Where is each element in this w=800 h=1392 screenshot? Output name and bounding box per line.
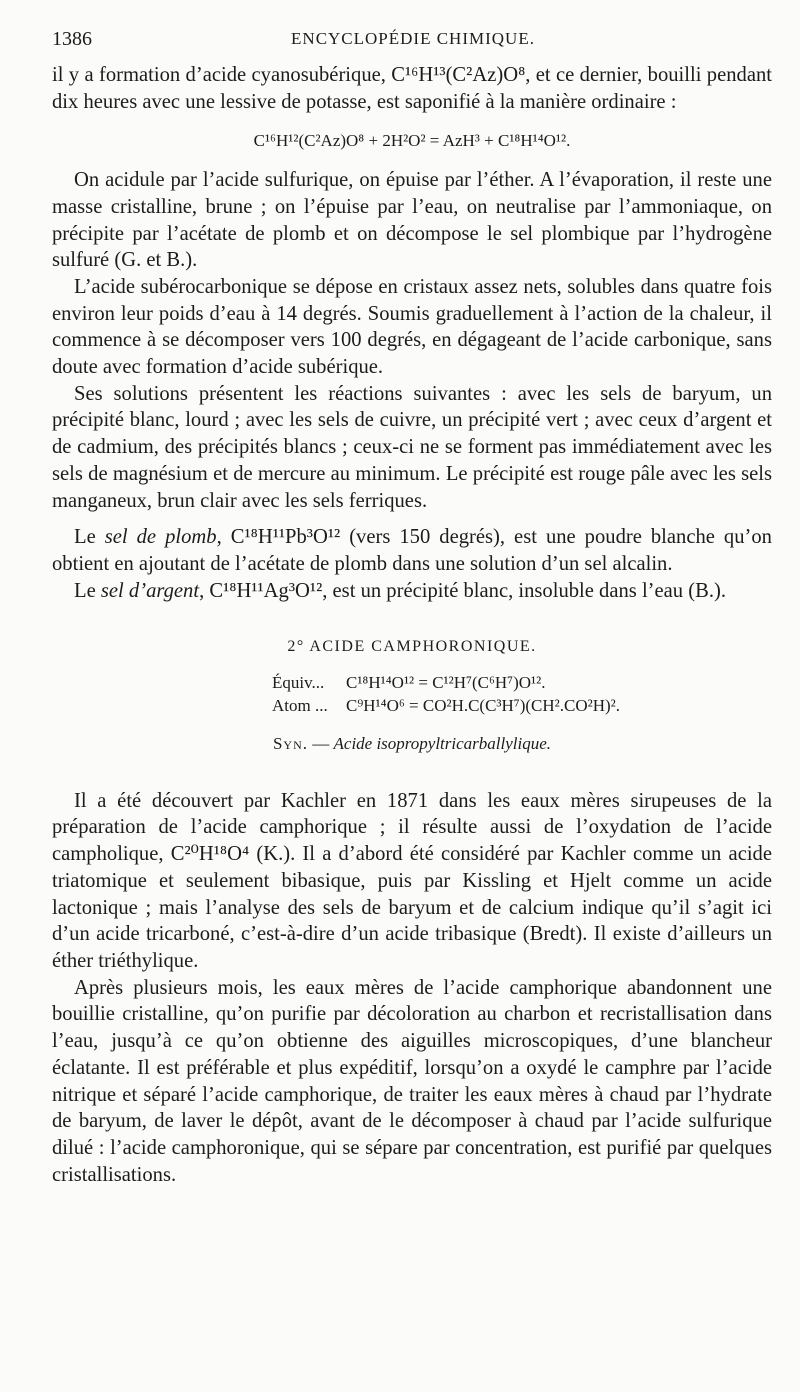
running-head: ENCYCLOPÉDIE CHIMIQUE. (291, 29, 535, 48)
synonym-name: Acide isopropyltricarballylique. (333, 734, 552, 754)
page-header (52, 28, 774, 54)
paragraph-preparation: On acidule par l’acide sulfurique, on épuise par l’éther. A l’évaporation, il reste une masse cristalline, brune ; on l’épuise par l’eau, on neutralise par l’ammoniaque, on précipite par l’acétate de plomb et on décompose le sel plombique par l’hydrogène sulfuré (G. et B.). (52, 169, 772, 272)
paragraph-discovery: Il a été découvert par Kachler en 1871 dans les eaux mères sirupeuses de la préparation de l’acide camphorique ; il résulte aussi de l’oxydation de l’acide campholique, C²⁰H¹⁸O⁴ (K.). Il a d’abord été considéré par Kachler comme un acide triatomique et seulement bibasique, puis par Kissling et Hjelt comme un acide lactonique ; mais l’analyse des sels de baryum et de calcium indique qu’il s’agit ici d’un acide tricarboné, c’est-à-dire d’un acide tribasique (Bredt). Il existe d’ailleurs un éther triéthylique. (52, 789, 772, 972)
paragraph-silver-salt: Le sel d’argent, C¹⁸H¹¹Ag³O¹², est un précipité blanc, insoluble dans l’eau (B.). (74, 579, 726, 602)
saponification-equation: C¹⁶H¹²(C²Az)O⁸ + 2H²O² = AzH³ + C¹⁸H¹⁴O¹². (253, 131, 571, 151)
silver-salt-term: sel d’argent (100, 579, 200, 602)
synonym-line: Syn. — Acide isopropyltricarballylique. (272, 734, 552, 754)
atom-formula-row: Atom ... C⁹H¹⁴O⁶ = CO²H.C(C³H⁷)(CH².CO²H)². (272, 696, 621, 716)
page-body (52, 62, 772, 1188)
paragraph-preparation-camphoronic: Après plusieurs mois, les eaux mères de l’acide camphorique abandonnent une bouillie cristalline, qu’on purifie par décoloration au charbon et recristallisation dans l’eau, jusqu’à ce qu’on obtienne des aiguilles microscopiques, d’une blancheur éclatante. Il est préférable et plus expéditif, lorsqu’on a oxydé le camphre par l’acide nitrique et séparé l’acide camphorique, de traiter les eaux mères à chaud par l’hydrate de baryum, de laver le dépôt, avant de le décomposer à chaud par l’acide sulfurique dilué : l’acide camphoronique, qui se sépare par concentration, est purifié par quelques cristallisations. (52, 976, 772, 1186)
page-number: 1386 (52, 28, 92, 50)
lead-salt-term: sel de plomb (104, 526, 217, 549)
equiv-formula-row: Équiv... C¹⁸H¹⁴O¹² = C¹²H⁷(C⁶H⁷)O¹². (272, 673, 546, 693)
formula-block (272, 671, 772, 717)
section-title: 2° ACIDE CAMPHORONIQUE. (287, 638, 537, 656)
paragraph-properties: L’acide subérocarbonique se dépose en cristaux assez nets, solubles dans quatre fois environ leur poids d’eau à 14 degrés. Soumis graduellement à l’action de la chaleur, il commence à se décomposer vers 100 degrés, en dégageant de l’acide carbonique, sans doute avec formation d’acide subérique. (52, 275, 772, 379)
paragraph-reactions: Ses solutions présentent les réactions suivantes : avec les sels de baryum, un précipité blanc, lourd ; avec les sels de cuivre, un précipité vert ; avec ceux d’argent et de cadmium, des précipités blancs ; ceux-ci ne se forment pas immédiatement avec les sels de magnésium et de mercure au minimum. Le précipité est rouge pâle avec les sels manganeux, brun clair avec les sels ferriques. (52, 382, 772, 512)
paragraph-cyanosuberique: il y a formation d’acide cyanosubérique, C¹⁶H¹³(C²Az)O⁸, et ce dernier, bouilli pendant dix heures avec une lessive de potasse, est saponifié à la manière ordinaire : (52, 64, 772, 113)
paragraph-lead-salt: Le sel de plomb, C¹⁸H¹¹Pb³O¹² (vers 150 degrés), est une poudre blanche qu’on obtient en ajoutant de l’acétate de plomb dans une solution d’un sel alcalin. (52, 526, 772, 575)
